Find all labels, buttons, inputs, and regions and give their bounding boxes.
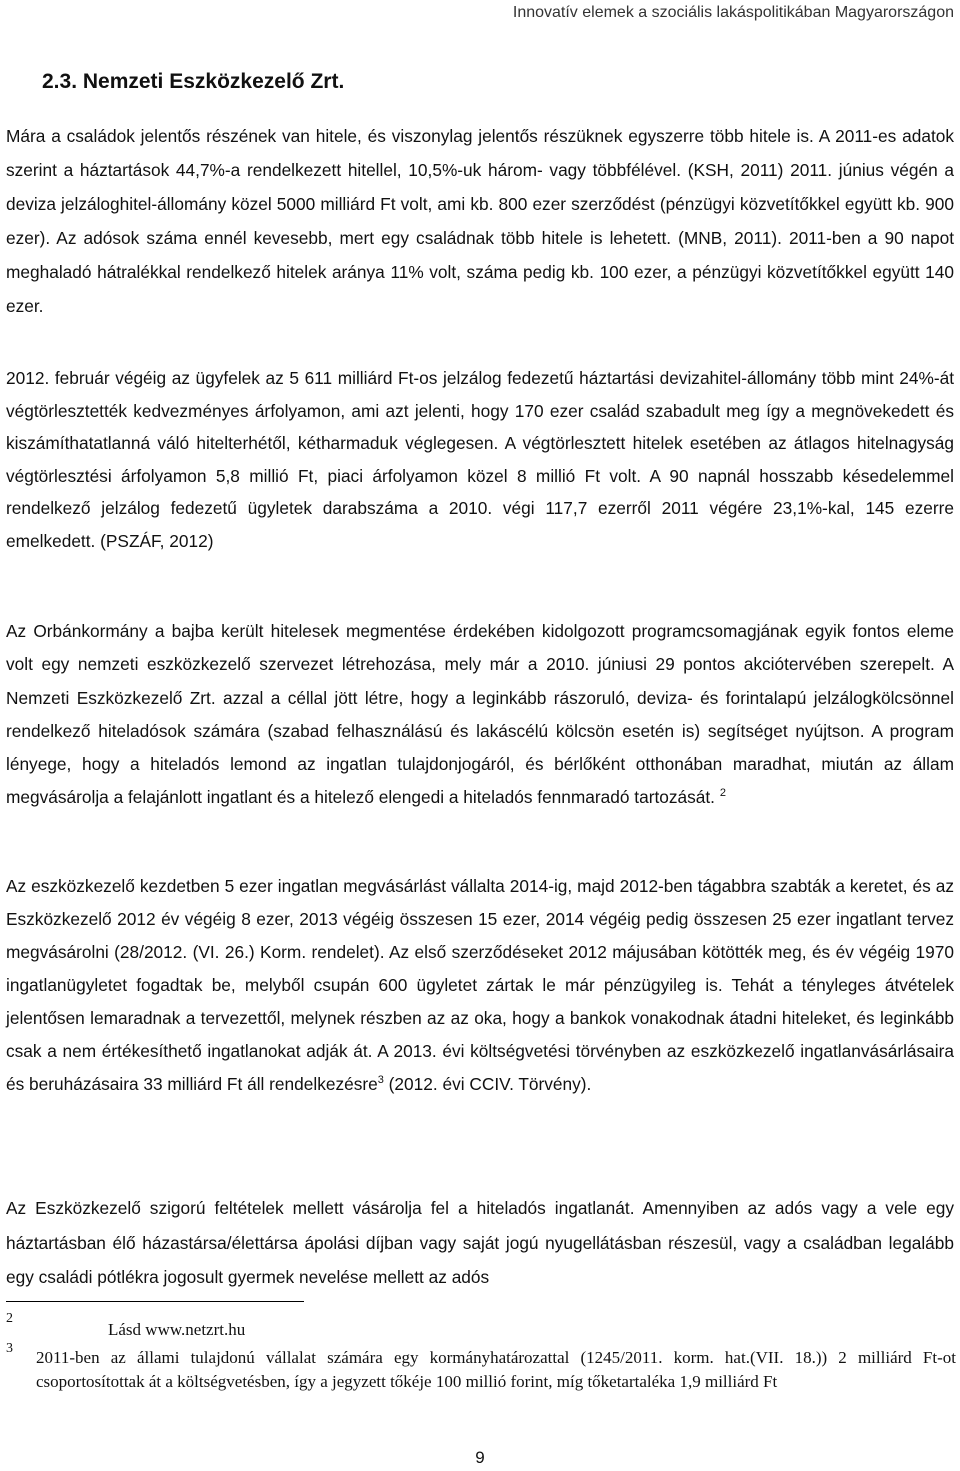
footnote-2-text: Lásd www.netzrt.hu: [108, 1320, 246, 1339]
footnote-divider: [6, 1301, 304, 1302]
footnote-3-number: 3: [6, 1341, 13, 1356]
running-header: Innovatív elemek a szociális lakáspolitikában Magyarországon: [512, 4, 954, 21]
paragraph-3-text: Az Orbánkormány a bajba került hitelesek megmentése érdekében kidolgozott programcsomagjának egyik fontos eleme volt egy nemzeti eszközkezelő szervezet létrehozása, mely már a 2010. júniusi 29 pontos akciótervében szerepelt. A Nemzeti Eszközkezelő Zrt. azzal a céllal jött létre, hogy a leginkább rászoruló, deviza- és forintalapú jelzálogkölcsönnel rendelkező hiteladósok számára (szabad felhasználású és lakáscélú kölcsön esetén is) segítséget nyújtson. A program lényege, hogy a hiteladós lemond az ingatlan tulajdonjogáról, és bérlőként otthonában maradhat, miután az állam megvásárolja a felajánlott ingatlant és a hitelező elengedi a hiteladós fennmaradó tartozását.: [6, 621, 954, 808]
paragraph-3: [6, 615, 954, 815]
paragraph-4-text: Az eszközkezelő kezdetben 5 ezer ingatlan megvásárlást vállalta 2014-ig, majd 2012-ben tágabbra szabták a keretet, és az Eszközkezelő 2012 év végéig 8 ezer, 2013 végéig összesen 15 ezer, 2014 végéig pedig összesen 25 ezer ingatlant tervez megvásárolni (28/2012. (VI. 26.) Korm. rendelet). Az első szerződéseket 2012 májusában kötötték meg, és év végéig 1970 ingatlanügyletet fogadtak be, melyből csupán 600 ügyletet zártak le már pénzügyileg is. Tehát a tényleges átvételek jelentősen lemaradnak a tervezettől, melynek részben az az oka, hogy a bankok vonakodnak átadni hiteleket, és leginkább csak a nem értékesíthető ingatlanokat adják át. A 2013. évi költségvetési törvényben az eszközkezelő ingatlanvásárlásaira és beruházásaira 33 milliárd Ft áll rendelkezésre: [6, 876, 954, 1094]
paragraph-5: Az Eszközkezelő szigorú feltételek mellett vásárolja fel a hiteladós ingatlanát. Amennyiben az adós vagy a vele egy háztartásban élő házastársa/élettársa ápolási díjban vagy saját jogú nyugellátásban részesül, vagy a családban legalább egy családi pótlékra jogosult gyermek nevelése mellett az adós: [6, 1198, 954, 1287]
paragraph-4-tail: (2012. évi CCIV. Törvény).: [388, 1074, 592, 1094]
footnote-ref-3: 3: [377, 1074, 384, 1087]
paragraph-2: 2012. február végéig az ügyfelek az 5 611 milliárd Ft-os jelzálog fedezetű háztartási devizahitel-állomány több mint 24%-át végtörlesztették kedvezményes árfolyamon, ami azt jelenti, hogy 170 ezer család szabadult meg így a megnövekedett és kiszámíthatatlanná váló hitelterhétől, kétharmaduk véglegesen. A végtörlesztett hitelek esetében az átlagos hitelnagyság végtörlesztési árfolyamon 5,8 millió Ft, piaci árfolyamon közel 8 millió Ft volt. A 90 napnál hosszabb késedelemmel rendelkező jelzálog fedezetű ügyletek darabszáma a 2010. végi 117,7 ezerről 2011 végére 23,1%-kal, 145 ezerre emelkedett. (PSZÁF, 2012): [6, 368, 954, 551]
footnote-ref-2: 2: [719, 787, 726, 800]
footnote-3-text: 2011-ben az állami tulajdonú vállalat számára egy kormányhatározattal (1245/2011. korm. hat.(VII. 18.)) 2 milliárd Ft-ot csoportosítottak át a költségvetésben, így a jegyzett tőkéje 100 millió forint, míg tőketartaléka 1,9 milliárd Ft: [36, 1348, 956, 1391]
section-heading: 2.3. Nemzeti Eszközkezelő Zrt.: [42, 70, 345, 93]
paragraph-4: [6, 870, 954, 1101]
page-number: 9: [475, 1448, 485, 1467]
footnote-2-number: 2: [6, 1311, 13, 1326]
paragraph-1: Mára a családok jelentős részének van hitele, és viszonylag jelentős részüknek egyszerre több hitele is. A 2011-es adatok szerint a háztartások 44,7%-a rendelkezett hitellel, 10,5%-uk három- vagy többfélével. (KSH, 2011) 2011. június végén a deviza jelzáloghitel-állomány közel 5000 milliárd Ft volt, ami kb. 800 ezer szerződést (pénzügyi közvetítőkkel együtt kb. 900 ezer). Az adósok száma ennél kevesebb, mert egy családnak több hitele is lehetett. (MNB, 2011). 2011-ben a 90 napot meghaladó hátralékkal rendelkező hitelek aránya 11% volt, száma pedig kb. 100 ezer, a pénzügyi közvetítőkkel együtt 140 ezer.: [6, 126, 954, 316]
